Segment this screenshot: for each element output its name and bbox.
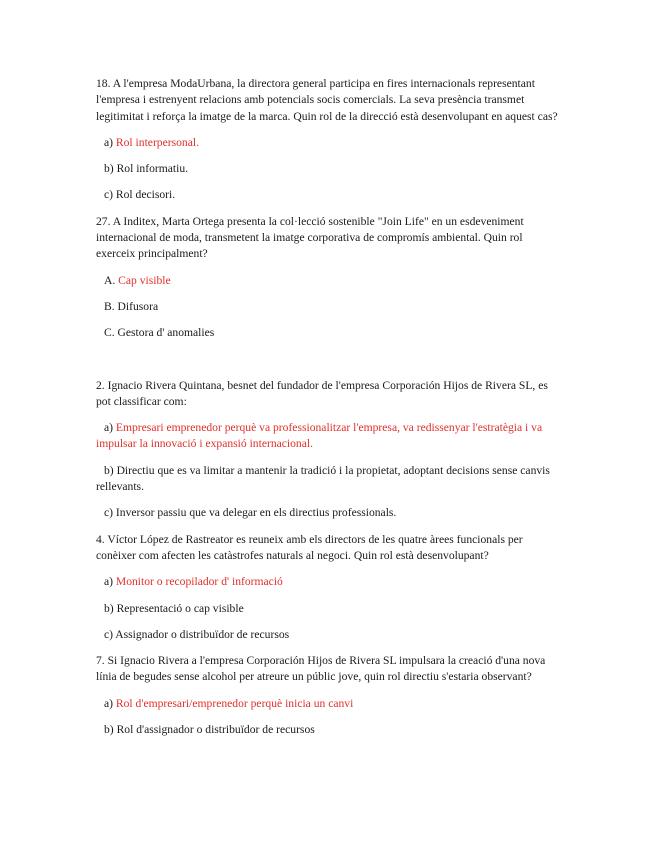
correct-answer: Rol d'empresari/emprenedor perquè inicia un canvi — [115, 696, 354, 710]
option-4c: c) Assignador o distribuïdor de recursos — [104, 627, 290, 641]
question-4: 4. Víctor López de Rastreator es reuneix amb els directors de les quatre àrees funcionals per conèixer com afecten les catàstrofes naturals al negoci. Quin rol està desenvolupant? — [96, 532, 523, 562]
option-27a: A. Cap visible — [104, 273, 171, 287]
correct-answer: Cap visible — [118, 273, 171, 287]
question-27: 27. A Inditex, Marta Ortega presenta la col·lecció sostenible "Join Life" en un esdeveniment internacional de moda, transmetent la imatge corporativa de compromís ambiental. Quin rol exerceix principalment? — [96, 214, 524, 261]
correct-answer: Rol interpersonal. — [115, 135, 199, 149]
question-18: 18. A l'empresa ModaUrbana, la directora general participa en fires internacionals representant l'empresa i estrenyent relacions amb potencials socis comercials. La seva presència transmet legitimitat i reforça la imatge de la marca. Quin rol de la direcció està desenvolupant en aquest cas? — [96, 77, 558, 123]
option-2a: a) Empresari emprenedor perquè va professionalitzar l'empresa, va redissenyar l'estratègia i va impulsar la innovació i expansió internacional. — [96, 421, 543, 451]
option-7b: b) Rol d'assignador o distribuïdor de recursos — [104, 723, 315, 737]
option-2b: b) Directiu que es va limitar a mantenir la tradició i la propietat, adoptant decisions sense canvis rellevants. — [96, 463, 550, 494]
document-page — [96, 76, 562, 738]
option-27c: C. Gestora d' anomalies — [104, 326, 215, 340]
option-7a: a) Rol d'empresari/emprenedor perquè inicia un canvi — [104, 696, 354, 710]
option-2c: c) Inversor passiu que va delegar en els directius professionals. — [104, 506, 397, 520]
correct-answer: Empresari emprenedor perquè va professionalitzar l'empresa, va redissenyar l'estratègia i va impulsar la innovació i expansió internacional. — [96, 421, 543, 451]
option-4a: a) Monitor o recopilador d' informació — [104, 575, 283, 589]
question-2: 2. Ignacio Rivera Quintana, besnet del fundador de l'empresa Corporación Hijos de Rivera SL, es pot classificar com: — [96, 378, 548, 408]
option-18c: c) Rol decisori. — [104, 188, 176, 202]
option-18b: b) Rol informatiu. — [104, 162, 189, 176]
option-18a: a) Rol interpersonal. — [104, 135, 199, 149]
correct-answer: Monitor o recopilador d' informació — [115, 575, 283, 589]
option-27b: B. Difusora — [104, 299, 159, 313]
option-4b: b) Representació o cap visible — [104, 601, 244, 615]
question-7: 7. Si Ignacio Rivera a l'empresa Corporación Hijos de Rivera SL impulsara la creació d'una nova línia de begudes sense alcohol per atreure un públic jove, quin rol directiu s'estaria observant? — [96, 654, 546, 684]
